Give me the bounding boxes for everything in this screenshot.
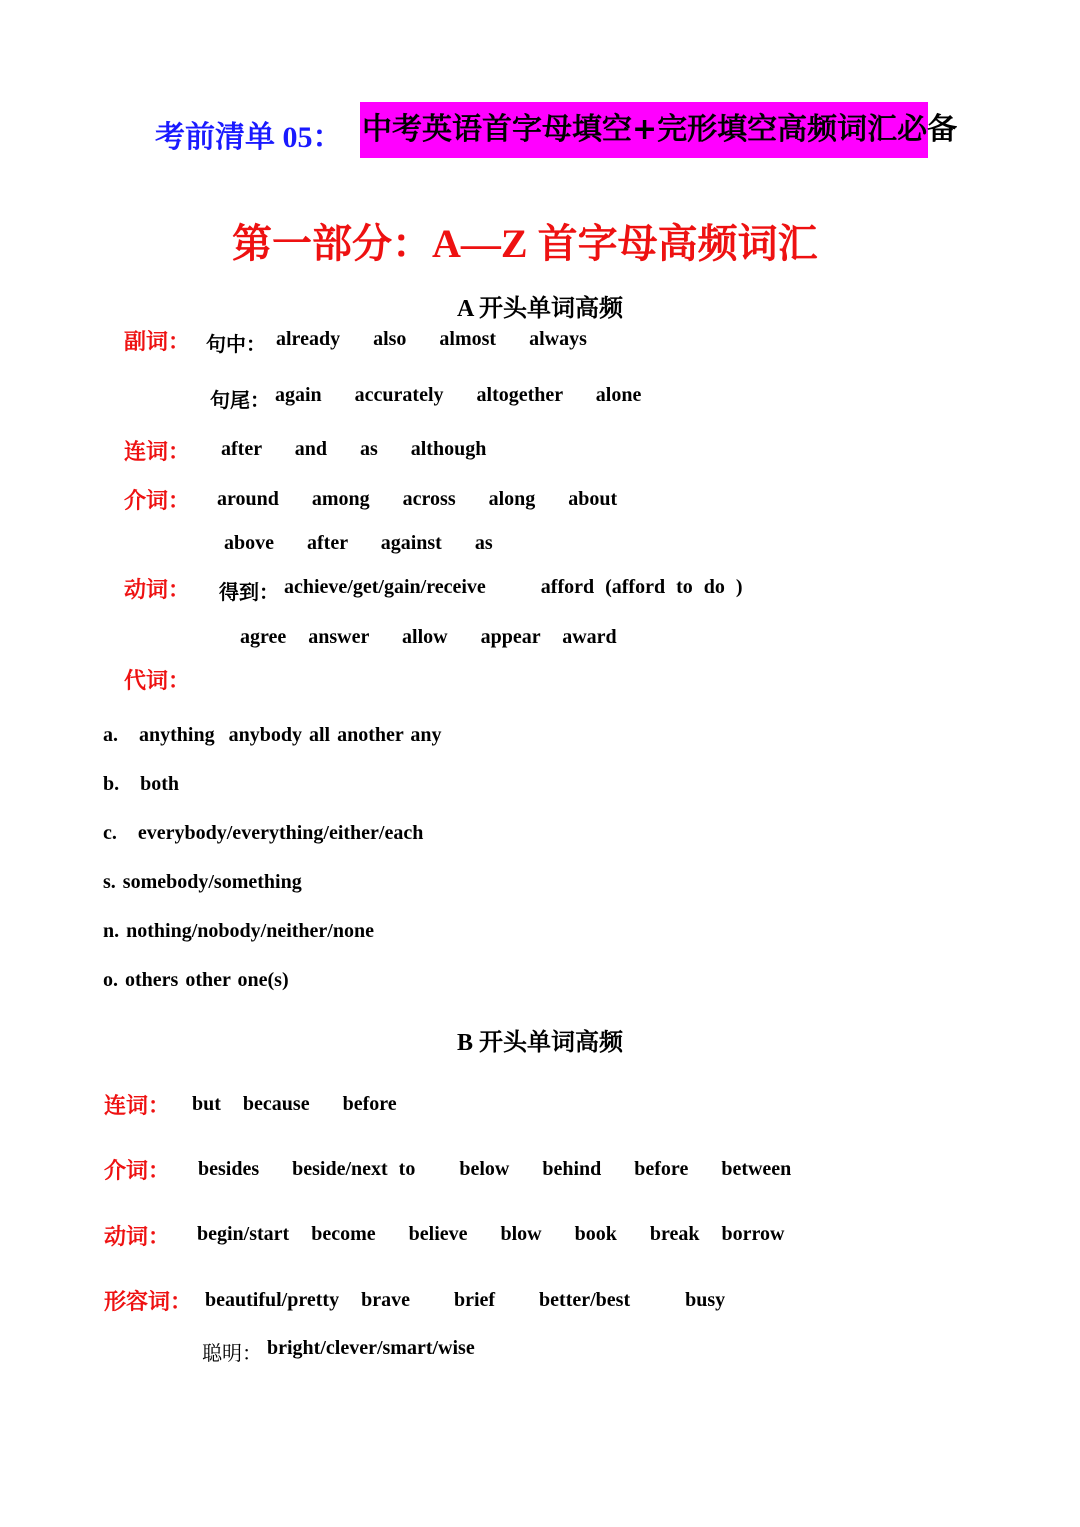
- adverb-mid-label: 句中：: [206, 332, 266, 356]
- pronoun-item: n. nothing/nobody/neither/none: [103, 920, 374, 942]
- preposition-line1: around among across along about: [217, 488, 618, 510]
- b-conjunction-words: but because before: [192, 1093, 397, 1115]
- b-preposition-label: 介词：: [104, 1158, 171, 1183]
- pronoun-item: c. everybody/everything/either/each: [103, 822, 424, 844]
- b-smart-words: bright/clever/smart/wise: [267, 1337, 475, 1359]
- verb-label: 动词：: [124, 577, 191, 602]
- title-prefix: 考前清单 05：: [155, 121, 343, 154]
- b-verb-words: begin/start become believe blow book break borrow: [197, 1223, 785, 1245]
- conjunction-words: after and as although: [221, 438, 487, 460]
- adverb-end-words: again accurately altogether alone: [275, 384, 642, 406]
- pronoun-item: a. anything anybody all another any: [103, 724, 442, 746]
- pronoun-item: s. somebody/something: [103, 871, 302, 893]
- b-preposition-words: besides beside/next to below behind before between: [198, 1158, 792, 1180]
- verb-line2: agree answer allow appear award: [240, 626, 617, 648]
- preposition-line2: above after against as: [224, 532, 493, 554]
- preposition-label: 介词：: [124, 488, 191, 513]
- b-conjunction-label: 连词：: [104, 1093, 171, 1118]
- verb-line1: achieve/get/gain/receive afford (afford to do ): [284, 576, 743, 598]
- part-title: 第一部分：A—Z 首字母高频词汇: [232, 221, 818, 266]
- b-verb-label: 动词：: [104, 1224, 171, 1249]
- section-a-heading: A 开头单词高频: [456, 296, 623, 322]
- title-highlight: 中考英语首字母填空+完形填空高频词汇必备: [360, 102, 928, 158]
- verb-get-label: 得到：: [219, 580, 279, 604]
- b-adjective-label: 形容词：: [104, 1289, 193, 1314]
- adverb-end-label: 句尾：: [210, 388, 270, 412]
- adverb-label: 副词：: [124, 329, 191, 354]
- adverb-mid-words: already also almost always: [276, 328, 587, 350]
- pronoun-item: b. both: [103, 773, 180, 795]
- b-smart-label: 聪明：: [202, 1343, 262, 1365]
- conjunction-label: 连词：: [124, 439, 191, 464]
- pronoun-label: 代词：: [124, 668, 191, 693]
- pronoun-item: o. others other one(s): [103, 969, 289, 991]
- section-b-heading: B 开头单词高频: [456, 1030, 623, 1056]
- b-adjective-line1: beautiful/pretty brave brief better/best busy: [205, 1289, 726, 1311]
